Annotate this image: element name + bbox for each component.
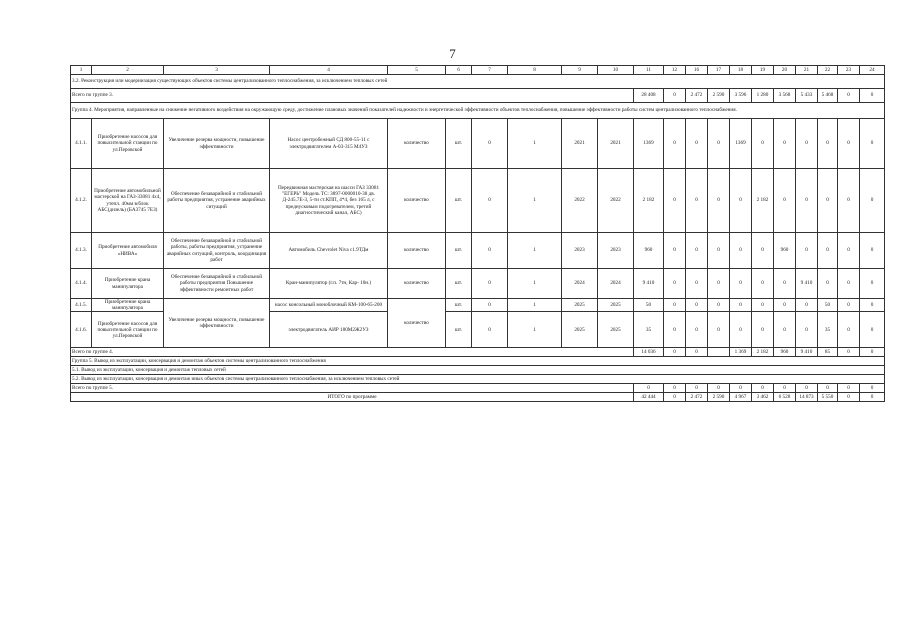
item-value: 1	[508, 169, 562, 233]
item-amount: 0	[708, 233, 730, 269]
item-name: Приобретение автомобильной мастерской на ГАЗ-33081 4х4, утепл. 40мм в/блок АБС(дизель) (БА3745 7ЕЗ)	[92, 169, 164, 233]
item-amount: 0	[860, 169, 885, 233]
total-value: 2 182	[752, 348, 774, 357]
item-measure: шт.	[446, 299, 472, 312]
item-amount: 9 410	[796, 269, 818, 299]
item-value: 1	[508, 312, 562, 348]
item-amount: 0	[818, 233, 838, 269]
item-amount: 0	[796, 233, 818, 269]
item-amount: 0	[774, 119, 796, 169]
item-value: 0	[472, 233, 508, 269]
total-value	[708, 348, 730, 357]
item-amount: 0	[708, 169, 730, 233]
item-amount: 0	[686, 269, 708, 299]
item-amount: 0	[774, 312, 796, 348]
item-measure: шт.	[446, 233, 472, 269]
item-amount: 0	[730, 312, 752, 348]
total-value: 1 369	[730, 348, 752, 357]
row-number: 4.1.6.	[71, 312, 92, 348]
group-title: Группа 5. Вывод из эксплуатации, консервация и демонтаж объектов системы централизованного теплоснабжения	[71, 357, 885, 366]
total-value: 5 433	[796, 89, 818, 103]
column-number: 7	[472, 66, 508, 75]
total-value: 0	[838, 384, 860, 393]
item-amount: 2 182	[634, 169, 664, 233]
total-value: 0	[686, 384, 708, 393]
item-year-end: 2024	[598, 269, 634, 299]
item-unit: количество	[388, 169, 446, 233]
grand-total-row	[71, 393, 885, 402]
item-year-end: 2025	[598, 312, 634, 348]
section-title: 5.1. Вывод из эксплуатации, консервация и демонтаж тепловых сетей	[71, 366, 885, 375]
item-amount: 0	[664, 312, 686, 348]
total-row-group4	[71, 348, 885, 357]
item-year-end: 2023	[598, 233, 634, 269]
item-amount: 2 182	[752, 169, 774, 233]
item-amount: 0	[708, 299, 730, 312]
item-amount: 960	[634, 233, 664, 269]
item-amount: 0	[752, 119, 774, 169]
item-measure: шт.	[446, 312, 472, 348]
item-amount: 0	[860, 233, 885, 269]
column-number: 17	[708, 66, 730, 75]
item-amount: 0	[686, 233, 708, 269]
item-amount: 0	[818, 269, 838, 299]
total-value: 3 596	[730, 89, 752, 103]
column-number: 23	[838, 66, 860, 75]
item-year-start: 2023	[562, 233, 598, 269]
item-amount: 960	[774, 233, 796, 269]
row-number: 4.1.2.	[71, 169, 92, 233]
total-row-group3	[71, 89, 885, 103]
item-amount: 0	[774, 299, 796, 312]
total-value: 14 036	[634, 348, 664, 357]
item-amount: 35	[818, 312, 838, 348]
item-amount: 0	[752, 233, 774, 269]
total-label: Всего по группе 5.	[71, 384, 634, 393]
item-year-end: 2021	[598, 119, 634, 169]
item-amount: 0	[752, 312, 774, 348]
grand-total-value: 5 550	[818, 393, 838, 402]
item-description: Автомобиль Chevrolet Niva с1.9ТДм	[270, 233, 388, 269]
column-number: 19	[752, 66, 774, 75]
item-description: электродвигатель АИР 180М2Ж2УЗ	[270, 312, 388, 348]
item-amount: 0	[796, 299, 818, 312]
item-amount: 0	[838, 299, 860, 312]
item-amount: 0	[664, 269, 686, 299]
column-number: 1	[71, 66, 92, 75]
total-value: 2 472	[686, 89, 708, 103]
total-value: 0	[730, 384, 752, 393]
total-value: 85	[818, 348, 838, 357]
item-amount: 0	[730, 233, 752, 269]
column-number: 21	[796, 66, 818, 75]
column-number: 18	[730, 66, 752, 75]
item-amount: 0	[708, 269, 730, 299]
item-amount: 0	[730, 169, 752, 233]
item-description: Передвижная мастерская на шасси ГАЗ 33081 "ЕГЕРЬ" Модель ТС: 3897-0000010-38 дв. Д-245.7Е-3, 5-ти ст.КПП, 4*4, без 165 л, с преднусковым подогревателем, третий диагностический канал, АБС)	[270, 169, 388, 233]
column-number: 16	[686, 66, 708, 75]
item-amount: 0	[860, 299, 885, 312]
total-value: 0	[752, 384, 774, 393]
total-value: 0	[664, 384, 686, 393]
item-amount: 0	[774, 269, 796, 299]
grand-total-value: 6 528	[774, 393, 796, 402]
item-amount: 0	[686, 119, 708, 169]
total-value: 0	[860, 89, 885, 103]
total-value: 3 568	[774, 89, 796, 103]
item-amount: 0	[664, 119, 686, 169]
item-amount: 0	[664, 299, 686, 312]
total-label: Всего по группе 4.	[71, 348, 634, 357]
grand-total-value: 0	[838, 393, 860, 402]
item-name: Приобретение насосов для повысительной станции по ул.Перовской	[92, 119, 164, 169]
item-measure: шт.	[446, 119, 472, 169]
total-value: 0	[818, 384, 838, 393]
total-value: 0	[686, 348, 708, 357]
item-description: насос консольный моноблочный КМ-100-65-200	[270, 299, 388, 312]
section-row	[71, 375, 885, 384]
item-amount: 50	[818, 299, 838, 312]
group-title: Группа 4. Мероприятия, направленные на снижение негативного воздействия на окружающую среду, достижение плановых значений показателей надежности и энергетической эффективности объектов теплоснабжения, повышение эффективности работы систем централизованного теплоснабжения.	[71, 103, 885, 119]
table-row	[71, 119, 885, 169]
column-number: 3	[164, 66, 270, 75]
section-title: 3.2. Реконструкция или модернизация существующих объектов системы централизованного теплоснабжения, за исключением тепловых сетей	[71, 75, 885, 89]
item-amount: 0	[838, 233, 860, 269]
item-purpose: Увеличение резерва мощности, повышение эффективности	[164, 299, 270, 348]
item-measure: шт.	[446, 269, 472, 299]
item-measure: шт.	[446, 169, 472, 233]
item-amount: 0	[774, 169, 796, 233]
item-value: 1	[508, 233, 562, 269]
total-value: 1 280	[752, 89, 774, 103]
page-number: 7	[449, 46, 456, 61]
section-row	[71, 366, 885, 375]
total-value: 0	[860, 348, 885, 357]
item-name: Приобретение крана манипулятора	[92, 299, 164, 312]
column-number: 5	[388, 66, 446, 75]
item-amount: 0	[860, 119, 885, 169]
item-amount: 0	[686, 169, 708, 233]
item-name: Приобретение автомобиля «НИВА»	[92, 233, 164, 269]
table-row	[71, 269, 885, 299]
item-amount: 0	[686, 312, 708, 348]
item-amount: 0	[818, 119, 838, 169]
grand-total-value: 2 590	[708, 393, 730, 402]
grand-total-value: 3 462	[752, 393, 774, 402]
item-amount: 0	[796, 169, 818, 233]
item-unit: количество	[388, 299, 446, 348]
item-unit: количество	[388, 269, 446, 299]
total-value: 0	[860, 384, 885, 393]
total-value: 0	[838, 89, 860, 103]
total-value: 2 590	[708, 89, 730, 103]
item-amount: 0	[860, 312, 885, 348]
item-amount: 0	[730, 299, 752, 312]
total-value: 28 408	[634, 89, 664, 103]
item-purpose: Обеспечение безаварийной и стабильной работы предприятия Повышение эффективности ремонтных работ	[164, 269, 270, 299]
item-name: Приобретение насосов для повысительной станции по ул.Перовской	[92, 312, 164, 348]
item-amount: 0	[708, 119, 730, 169]
total-value: 0	[796, 384, 818, 393]
column-number-row	[71, 66, 885, 75]
column-number: 10	[598, 66, 634, 75]
item-value: 1	[508, 269, 562, 299]
item-description: Кран-манипулятор (г.п. 7тн, Кар- 10н.)	[270, 269, 388, 299]
item-amount: 1369	[634, 119, 664, 169]
item-amount: 0	[860, 269, 885, 299]
grand-total-value: 0	[860, 393, 885, 402]
item-value: 0	[472, 312, 508, 348]
total-value: 0	[708, 384, 730, 393]
total-value: 9 410	[796, 348, 818, 357]
grand-total-value: 2 472	[686, 393, 708, 402]
grand-total-label: ИТОГО по программе	[71, 393, 634, 402]
total-label: Всего по группе 3.	[71, 89, 634, 103]
grand-total-value: 14 873	[796, 393, 818, 402]
item-year-start: 2025	[562, 312, 598, 348]
item-amount: 0	[752, 269, 774, 299]
item-value: 0	[472, 169, 508, 233]
item-description: Насос центробежный СД 800-55-11 с электродвигателем А-03-315 М4УЗ	[270, 119, 388, 169]
column-number: 11	[634, 66, 664, 75]
total-value: 0	[664, 348, 686, 357]
grand-total-value: 4 967	[730, 393, 752, 402]
investment-program-table	[70, 65, 885, 402]
item-amount: 0	[796, 312, 818, 348]
item-amount: 0	[664, 169, 686, 233]
item-amount: 0	[752, 299, 774, 312]
item-amount: 9 410	[634, 269, 664, 299]
item-unit: количество	[388, 233, 446, 269]
column-number: 12	[664, 66, 686, 75]
grand-total-value: 0	[664, 393, 686, 402]
column-number: 9	[562, 66, 598, 75]
column-number: 2	[92, 66, 164, 75]
item-amount: 0	[818, 169, 838, 233]
item-amount: 50	[634, 299, 664, 312]
section-title: 5.2. Вывод из эксплуатации, консервация и демонтаж иных объектов системы централизованного теплоснабжения, за исключением тепловых сетей	[71, 375, 885, 384]
item-value: 1	[508, 119, 562, 169]
column-number: 20	[774, 66, 796, 75]
table-row	[71, 233, 885, 269]
table-row	[71, 169, 885, 233]
item-amount: 0	[796, 119, 818, 169]
total-row-group5	[71, 384, 885, 393]
total-value: 0	[664, 89, 686, 103]
item-year-start: 2021	[562, 119, 598, 169]
column-number: 22	[818, 66, 838, 75]
total-value: 0	[838, 348, 860, 357]
item-year-start: 2022	[562, 169, 598, 233]
item-value: 1	[508, 299, 562, 312]
table-row	[71, 299, 885, 312]
group-title-row	[71, 103, 885, 119]
item-amount: 0	[838, 269, 860, 299]
item-amount: 0	[686, 299, 708, 312]
row-number: 4.1.3.	[71, 233, 92, 269]
total-value: 0	[774, 384, 796, 393]
column-number: 4	[270, 66, 388, 75]
total-value: 960	[774, 348, 796, 357]
item-amount: 1369	[730, 119, 752, 169]
item-year-start: 2024	[562, 269, 598, 299]
item-amount: 0	[730, 269, 752, 299]
item-amount: 0	[838, 312, 860, 348]
row-number: 4.1.1.	[71, 119, 92, 169]
item-amount: 35	[634, 312, 664, 348]
item-purpose: Обеспечение безаварийной и стабильной работы предприятия, устранение аварийных ситуаций	[164, 169, 270, 233]
item-amount: 0	[708, 312, 730, 348]
row-number: 4.1.4.	[71, 269, 92, 299]
item-unit: количество	[388, 119, 446, 169]
item-value: 0	[472, 299, 508, 312]
section-row	[71, 75, 885, 89]
item-purpose: Обеспечение безаварийной и стабильной работы, работы предприятия, устранение аварийных ситуаций, контроль, координация работ	[164, 233, 270, 269]
column-number: 24	[860, 66, 885, 75]
total-value: 5 468	[818, 89, 838, 103]
group-title-row	[71, 357, 885, 366]
item-year-end: 2022	[598, 169, 634, 233]
item-year-start: 2025	[562, 299, 598, 312]
grand-total-value: 42 444	[634, 393, 664, 402]
column-number: 8	[508, 66, 562, 75]
item-value: 0	[472, 119, 508, 169]
item-amount: 0	[838, 119, 860, 169]
column-number: 6	[446, 66, 472, 75]
item-name: Приобретение крана манипулятора	[92, 269, 164, 299]
total-value: 0	[634, 384, 664, 393]
item-year-end: 2025	[598, 299, 634, 312]
item-amount: 0	[664, 233, 686, 269]
item-amount: 0	[838, 169, 860, 233]
item-value: 0	[472, 269, 508, 299]
item-purpose: Увеличение резерва мощности, повышение эффективности	[164, 119, 270, 169]
row-number: 4.1.5.	[71, 299, 92, 312]
